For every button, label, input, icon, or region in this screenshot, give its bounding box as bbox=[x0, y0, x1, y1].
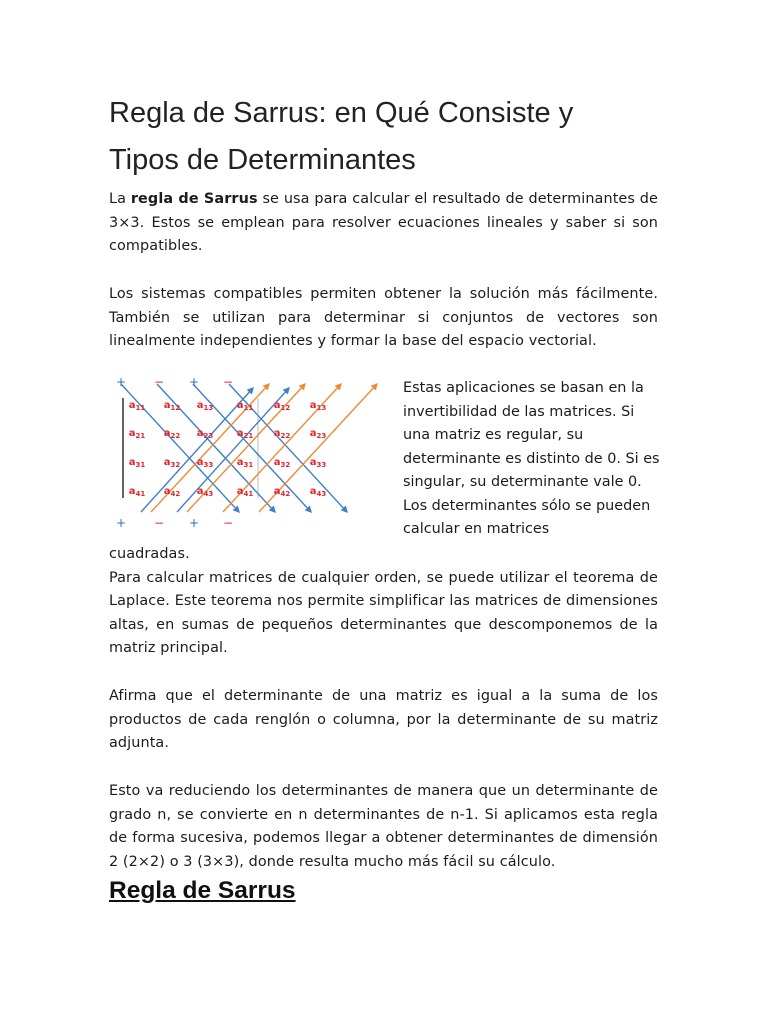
paragraph-compatible-systems: Los sistemas compatibles permiten obtener la solución más fácilmente. También se utilizan para determinar si conjuntos de vectores son linealmente independientes y formar la base del espacio vectorial. bbox=[109, 286, 658, 349]
page-title bbox=[109, 90, 669, 184]
matrix-element: $a_{32}$ bbox=[163, 457, 181, 469]
matrix-element: $a_{13}$ bbox=[309, 400, 327, 412]
matrix-element: $a_{11}$ bbox=[236, 400, 254, 412]
paragraph-definition: Afirma que el determinante de una matriz es igual a la suma de los productos de cada renglón o columna, por la determinante de su matriz adjunta. bbox=[109, 688, 658, 751]
sarrus-diagram bbox=[111, 372, 393, 532]
positive-diagonal-arrow bbox=[177, 388, 289, 512]
matrix-element: $a_{42}$ bbox=[273, 486, 291, 498]
matrix-element: $a_{12}$ bbox=[163, 400, 181, 412]
matrix-element: $a_{41}$ bbox=[128, 486, 146, 498]
intro-suffix: se usa para calcular el resultado de determinantes de 3×3. Estos se emplean para resolver ecuaciones lineales y saber si son compatibles. bbox=[109, 191, 658, 254]
matrix-element: $a_{11}$ bbox=[128, 400, 146, 412]
matrix-element: $a_{23}$ bbox=[196, 428, 214, 440]
matrix-element: $a_{43}$ bbox=[196, 486, 214, 498]
side-paragraph: Estas aplicaciones se basan en la invertibilidad de las matrices. Si una matriz es regular, su determinante es distinto de 0. Si es singular, su determinante vale 0. Los determinantes sólo se pueden calcular en matrices bbox=[403, 380, 660, 537]
matrix-element: $a_{42}$ bbox=[163, 486, 181, 498]
matrix-element: $a_{22}$ bbox=[163, 428, 181, 440]
matrix-element: $a_{31}$ bbox=[128, 457, 146, 469]
sign-marker: + bbox=[188, 375, 200, 389]
matrix-element: $a_{12}$ bbox=[273, 400, 291, 412]
paragraph-reduction: Esto va reduciendo los determinantes de manera que un determinante de grado n, se convierte en n determinantes de n-1. Si aplicamos esta regla de forma sucesiva, podemos llegar a obtener determinantes de dimensión 2 (2×2) o 3 (3×3), donde resulta mucho más fácil su cálculo. bbox=[109, 783, 658, 870]
sign-marker: + bbox=[188, 516, 200, 530]
matrix-element: $a_{41}$ bbox=[236, 486, 254, 498]
matrix-element: $a_{13}$ bbox=[196, 400, 214, 412]
matrix-element: $a_{31}$ bbox=[236, 457, 254, 469]
paragraph-laplace bbox=[109, 543, 658, 661]
section-heading: Regla de Sarrus bbox=[109, 877, 296, 904]
title-line-1: Regla de Sarrus: en Qué Consiste y bbox=[109, 97, 574, 129]
matrix-elements bbox=[129, 400, 327, 498]
sign-marker: + bbox=[115, 516, 127, 530]
paragraph-intro bbox=[109, 188, 658, 259]
sign-marker: − bbox=[153, 375, 165, 389]
matrix-element: $a_{21}$ bbox=[128, 428, 146, 440]
matrix-element: $a_{21}$ bbox=[236, 428, 254, 440]
laplace-body: Para calcular matrices de cualquier orden, se puede utilizar el teorema de Laplace. Este teorema nos permite simplificar las matrices de dimensiones altas, en sumas de pequeños determinantes que descomponemos de la matriz principal. bbox=[109, 569, 658, 656]
intro-bold-term: regla de Sarrus bbox=[130, 191, 258, 207]
matrix-element: $a_{33}$ bbox=[309, 457, 327, 469]
sign-marker: + bbox=[115, 375, 127, 389]
matrix-element: $a_{22}$ bbox=[273, 428, 291, 440]
sign-marker: − bbox=[222, 375, 234, 389]
matrix-element: $a_{32}$ bbox=[273, 457, 291, 469]
sign-marker: − bbox=[222, 516, 234, 530]
sign-marker: − bbox=[153, 516, 165, 530]
matrix-element: $a_{43}$ bbox=[309, 486, 327, 498]
matrix-element: $a_{23}$ bbox=[309, 428, 327, 440]
intro-prefix: La bbox=[109, 191, 131, 207]
laplace-first-word: cuadradas. bbox=[109, 546, 190, 562]
title-line-2: Tipos de Determinantes bbox=[109, 144, 416, 176]
matrix-element: $a_{33}$ bbox=[196, 457, 214, 469]
